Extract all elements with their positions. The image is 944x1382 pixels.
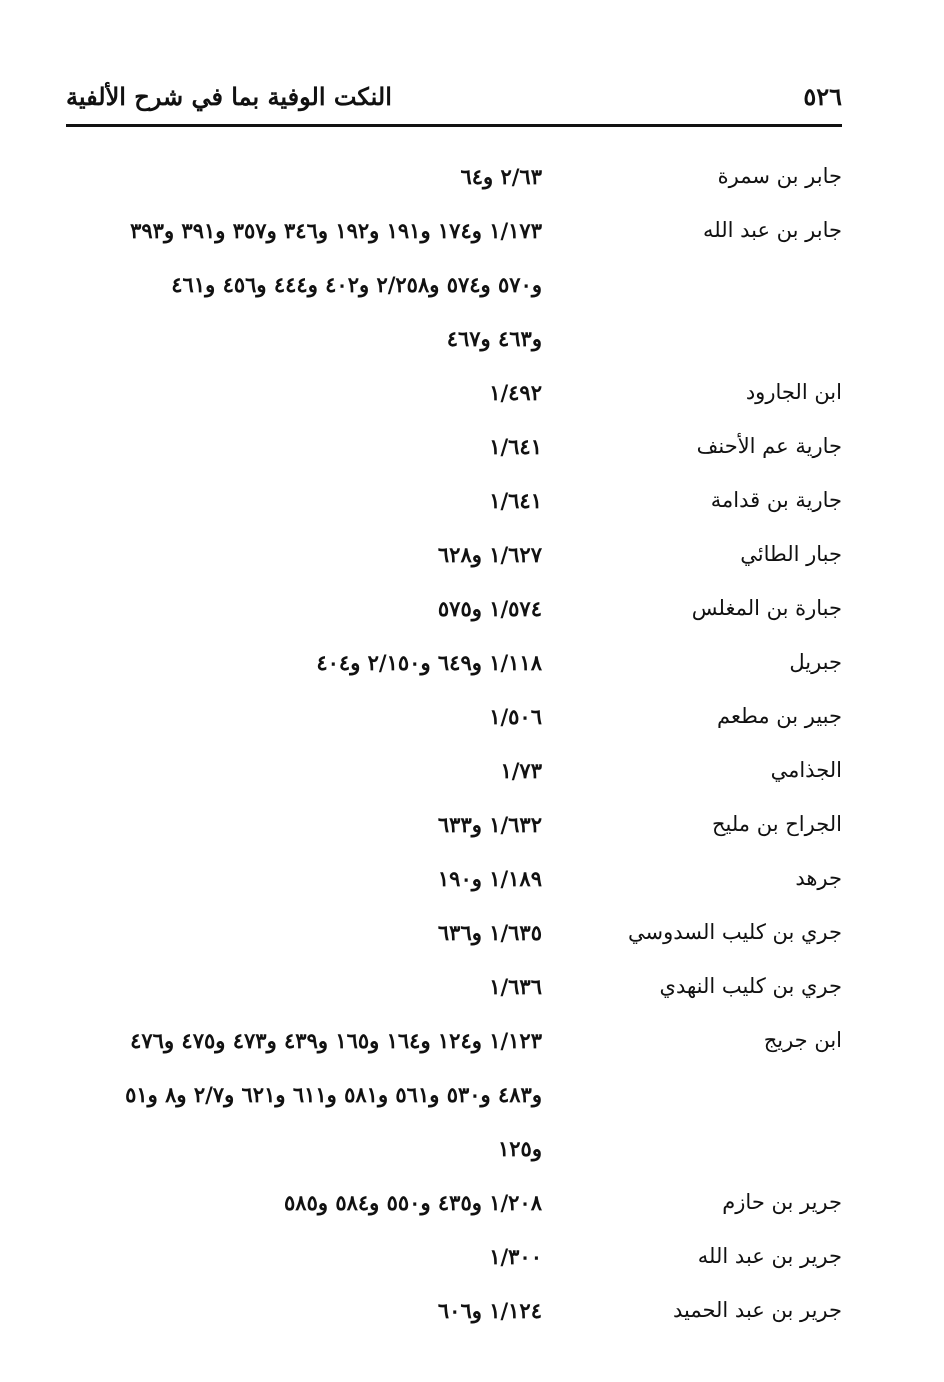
entry-references: ١/٦٣٦ <box>489 974 542 999</box>
entry-name: ابن جريج <box>763 1028 842 1052</box>
entry-references: و٥٧٠ و٥٧٤ و٢/٢٥٨ و٤٠٢ و٤٤٤ و٤٥٦ و٤٦١ <box>171 272 542 297</box>
entry-references: ١/٦٣٥ و٦٣٦ <box>437 920 542 945</box>
index-entry <box>0 962 944 1016</box>
entry-references: ٢/٦٣ و٦٤ <box>460 164 542 189</box>
index-entry-continuation <box>0 1124 944 1178</box>
entry-name: جارية عم الأحنف <box>696 434 842 458</box>
index-entry <box>0 746 944 800</box>
index-entry <box>0 800 944 854</box>
entry-name: الجراح بن مليح <box>711 812 842 836</box>
entry-references: ١/١٧٣ و١٧٤ و١٩١ و١٩٢ و٣٤٦ و٣٥٧ و٣٩١ و٣٩٣ <box>130 218 542 243</box>
index-entry <box>0 584 944 638</box>
entry-name: جبار الطائي <box>740 542 842 566</box>
index-entry <box>0 152 944 206</box>
entry-name: جارية بن قدامة <box>710 488 842 512</box>
book-title: النكت الوفية بما في شرح الألفية <box>66 81 392 111</box>
entry-name: جبريل <box>789 650 842 674</box>
entry-name: جابر بن سمرة <box>717 164 842 188</box>
entry-references: ١/٢٠٨ و٤٣٥ و٥٥٠ و٥٨٤ و٥٨٥ <box>284 1190 542 1215</box>
entry-name: جرهد <box>795 866 842 890</box>
index-entry <box>0 1016 944 1070</box>
index-entry <box>0 206 944 260</box>
entry-name: ابن الجارود <box>745 380 842 404</box>
entry-name: جري بن كليب السدوسي <box>628 920 842 944</box>
index-entry <box>0 476 944 530</box>
index-entry <box>0 638 944 692</box>
entry-references: ١/١١٨ و٦٤٩ و٢/١٥٠ و٤٠٤ <box>316 650 542 675</box>
entry-name: جبير بن مطعم <box>716 704 842 728</box>
entry-references: ١/٧٣ <box>500 758 542 783</box>
index-entry-continuation <box>0 314 944 368</box>
index-entry <box>0 1178 944 1232</box>
entry-name: جرير بن عبد الله <box>697 1244 842 1268</box>
entry-name: جابر بن عبد الله <box>702 218 842 242</box>
index-entry <box>0 908 944 962</box>
index-entry <box>0 368 944 422</box>
index-entry <box>0 692 944 746</box>
entry-references: ١/٦٤١ <box>489 488 542 513</box>
page-number: ٥٢٦ <box>803 81 842 111</box>
index-entry-continuation <box>0 260 944 314</box>
index-entries <box>0 152 944 1340</box>
entry-name: جرير بن حازم <box>722 1190 842 1214</box>
entry-name: جري بن كليب النهدي <box>659 974 842 998</box>
entry-name: جبارة بن المغلس <box>691 596 842 620</box>
entry-references: ١/٦٤١ <box>489 434 542 459</box>
index-entry <box>0 1232 944 1286</box>
entry-references: ١/١٢٤ و٦٠٦ <box>437 1298 542 1323</box>
index-entry <box>0 854 944 908</box>
entry-name: جرير بن عبد الحميد <box>672 1298 842 1322</box>
entry-references: ١/٤٩٢ <box>489 380 542 405</box>
entry-references: ١/٥٧٤ و٥٧٥ <box>437 596 542 621</box>
header-rule <box>66 124 842 127</box>
entry-references: ١/٦٢٧ و٦٢٨ <box>437 542 542 567</box>
entry-references: و٤٨٣ و٥٣٠ و٥٦١ و٥٨١ و٦١١ و٦٢١ و٢/٧ و٨ و٥١ <box>125 1082 542 1107</box>
entry-references: ١/٥٠٦ <box>489 704 542 729</box>
entry-references: و٤٦٣ و٤٦٧ <box>446 326 542 351</box>
index-entry <box>0 1286 944 1340</box>
index-entry <box>0 422 944 476</box>
entry-references: و١٢٥ <box>498 1136 542 1161</box>
entry-name: الجذامي <box>770 758 842 782</box>
entry-references: ١/١٨٩ و١٩٠ <box>437 866 542 891</box>
index-entry-continuation <box>0 1070 944 1124</box>
entry-references: ١/١٢٣ و١٢٤ و١٦٤ و١٦٥ و٤٣٩ و٤٧٣ و٤٧٥ و٤٧٦ <box>130 1028 542 1053</box>
entry-references: ١/٣٠٠ <box>489 1244 542 1269</box>
entry-references: ١/٦٣٢ و٦٣٣ <box>437 812 542 837</box>
index-entry <box>0 530 944 584</box>
page-header <box>66 76 842 116</box>
